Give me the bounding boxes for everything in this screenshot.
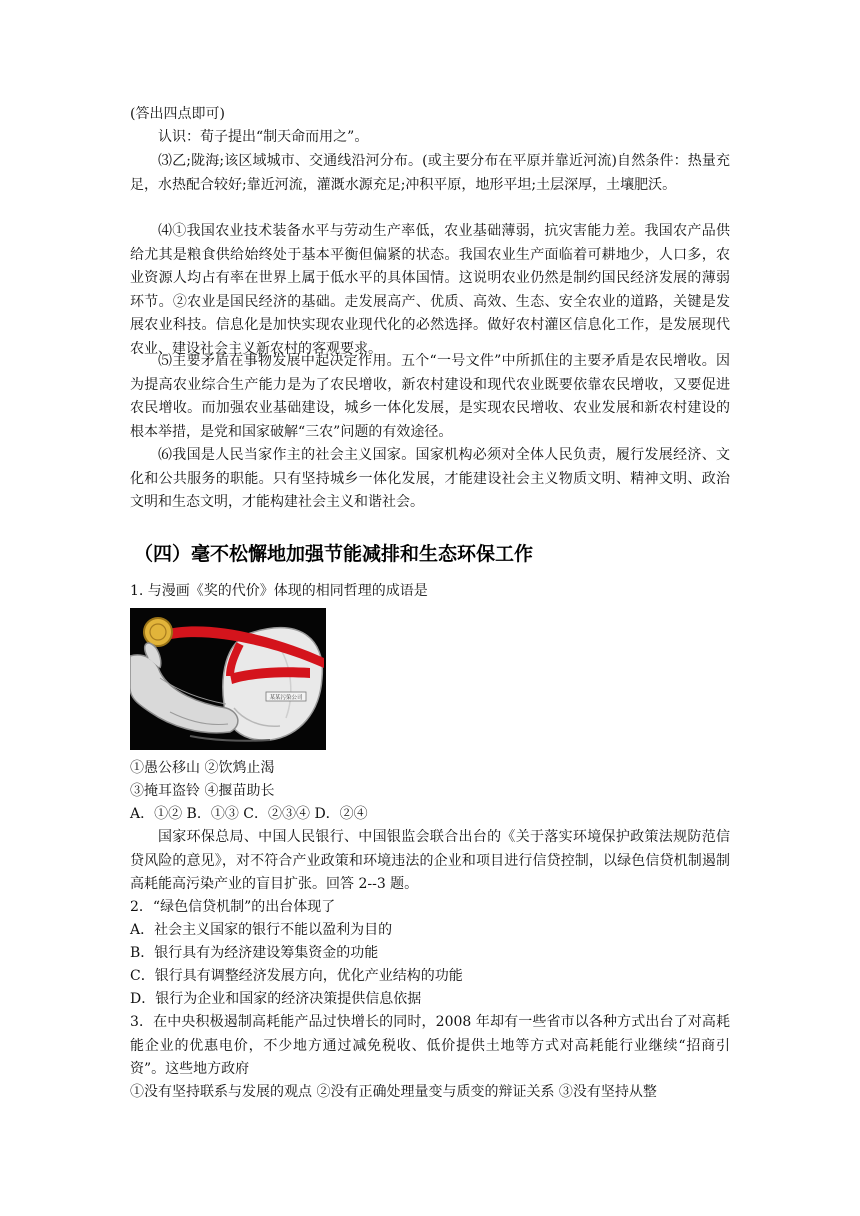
question-2-option-a: A．社会主义国家的银行不能以盈利为目的 [130, 922, 393, 938]
answer-note: (答出四点即可) [130, 106, 225, 122]
question-2-option-c: C．银行具有调整经济发展方向，优化产业结构的功能 [130, 968, 463, 984]
bag-label: 某某污染公司 [269, 695, 303, 701]
answer-paragraph-6: ⑹我国是人民当家作主的社会主义国家。国家机构必须对全体人民负责，履行发展经济、文化和公共服务的职能。只有坚持城乡一体化发展，才能建设社会主义物质文明、精神文明、政治文明和生态文明，才能构建社会主义和谐社会。 [130, 447, 730, 510]
section-heading: （四）毫不松懈地加强节能减排和生态环保工作 [134, 543, 534, 565]
passage: 国家环保总局、中国人民银行、中国银监会联合出台的《关于落实环境保护政策法规防范信贷风险的意见》，对不符合产业政策和环境违法的企业和项目进行信贷控制，以绿色信贷机制遏制高耗能高污染产业的盲目扩张。回答 2--3 题。 [130, 829, 730, 892]
question-3-stem: 3．在中央积极遏制高耗能产品过快增长的同时，2008 年却有一些省市以各种方式出台了对高耗能企业的优惠电价，不少地方通过减免税收、低价提供土地等方式对高耗能行业继续“招商引资”。这些地方政府 [130, 1014, 730, 1077]
question-2-stem: 2．“绿色信贷机制”的出台体现了 [130, 899, 336, 915]
recognition-line: 认识：荀子提出“制天命而用之”。 [158, 129, 369, 145]
question-1-options-line-2: ③掩耳盗铃 ④揠苗助长 [130, 783, 275, 799]
question-3-options: ①没有坚持联系与发展的观点 ②没有正确处理量变与质变的辩证关系 ③没有坚持从整 [130, 1084, 657, 1100]
answer-paragraph-5: ⑸主要矛盾在事物发展中起决定作用。五个“一号文件”中所抓住的主要矛盾是农民增收。因为提高农业综合生产能力是为了农民增收，新农村建设和现代农业既要依靠农民增收，又要促进农民增收。而加强农业基础建设，城乡一体化发展，是实现农民增收、农业发展和新农村建设的根本举措，是党和国家破解“三农”问题的有效途径。 [130, 353, 730, 440]
medal-cartoon-image [130, 608, 326, 750]
medal-cartoon-drawing [130, 608, 326, 750]
question-1-options-line-1: ①愚公移山 ②饮鸩止渴 [130, 760, 275, 776]
question-2-option-b: B．银行具有为经济建设筹集资金的功能 [130, 945, 379, 961]
answer-paragraph-3: ⑶乙;陇海;该区域城市、交通线沿河分布。(或主要分布在平原并靠近河流)自然条件：热量充足，水热配合较好;靠近河流，灌溉水源充足;冲积平原，地形平坦;土层深厚，土壤肥沃。 [130, 153, 730, 193]
answer-paragraph-4: ⑷①我国农业技术装备水平与劳动生产率低，农业基础薄弱，抗灾害能力差。我国农产品供给尤其是粮食供给始终处于基本平衡但偏紧的状态。我国农业生产面临着可耕地少，人口多，农业资源人均占有率在世界上属于低水平的具体国情。这说明农业仍然是制约国民经济发展的薄弱环节。②农业是国民经济的基础。走发展高产、优质、高效、生态、安全农业的道路，关键是发展农业科技。信息化是加快实现农业现代化的必然选择。做好农村灌区信息化工作，是发展现代农业、建设社会主义新农村的客观要求。 [130, 223, 730, 357]
question-2-option-d: D．银行为企业和国家的经济决策提供信息依据 [130, 991, 422, 1007]
question-1-choices: A．①② B．①③ C．②③④ D．②④ [130, 806, 368, 822]
question-1-stem: 1. 与漫画《奖的代价》体现的相同哲理的成语是 [130, 583, 428, 599]
